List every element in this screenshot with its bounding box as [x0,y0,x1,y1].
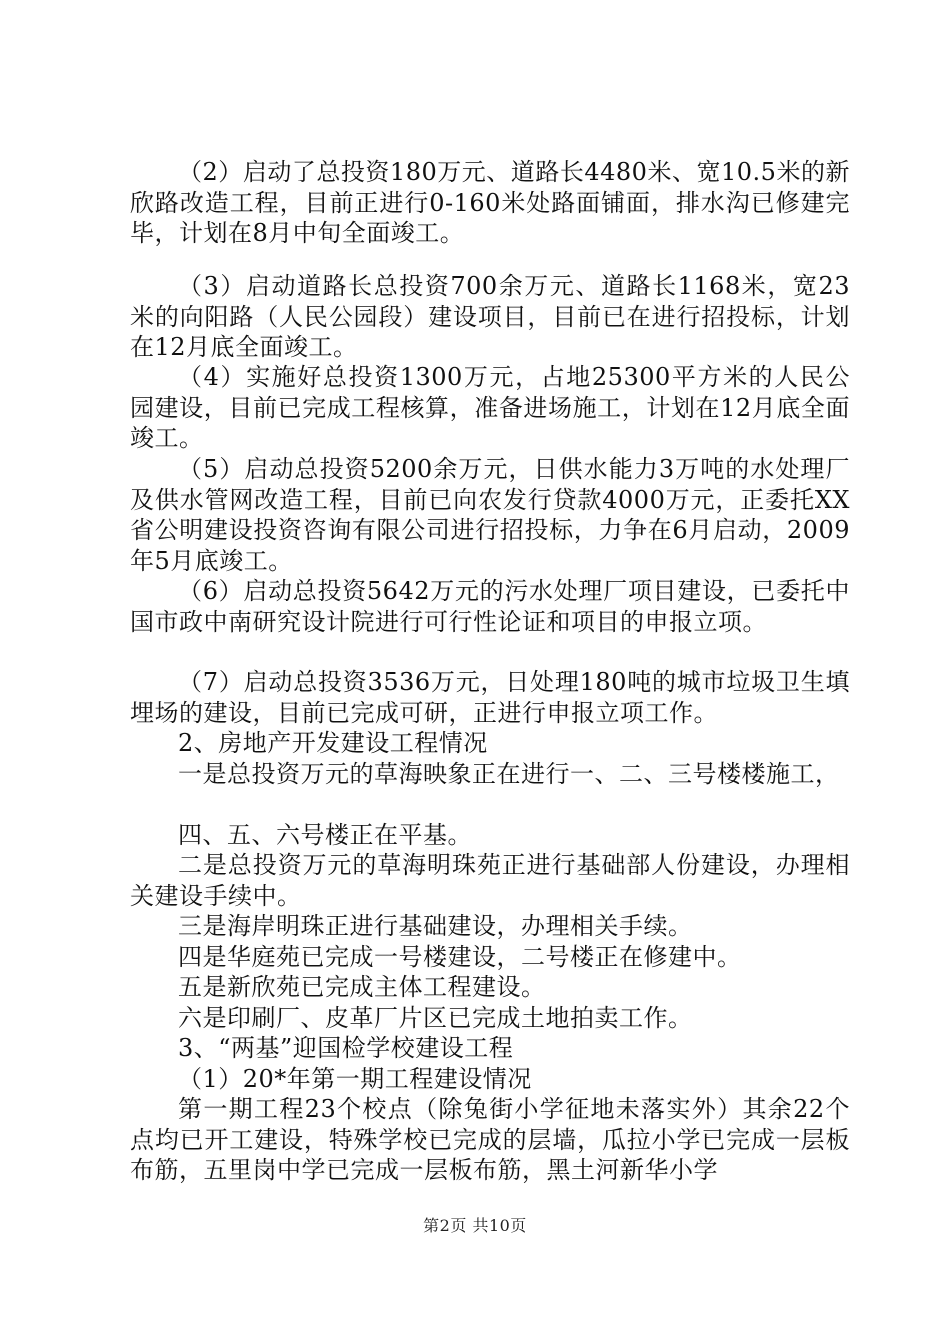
paragraph-item-6: （6）启动总投资5642万元的污水处理厂项目建设，已委托中国市政中南研究设计院进行可行性论证和项目的申报立项。 [130,577,850,636]
paragraph-item-4-6: 四、五、六号楼正在平基。 [178,821,472,849]
paragraph-item-4: （4）实施好总投资1300万元，占地25300平方米的人民公园建设，目前已完成工程核算，准备进场施工，计划在12月底全面竣工。 [130,363,850,452]
paragraph-item-6th: 六是印刷厂、皮革厂片区已完成土地拍卖工作。 [178,1004,693,1032]
page-footer: 第2页 共10页 [423,1216,527,1235]
paragraph-item-2: （2）启动了总投资180万元、道路长4480米、宽10.5米的新欣路改造工程，目前正进行0-160米处路面铺面，排水沟已修建完毕，计划在8月中旬全面竣工。 [130,158,850,247]
paragraph-item-3: （3）启动道路长总投资700余万元、道路长1168米，宽23米的向阳路（人民公园段）建设项目，目前已在进行招投标，计划在12月底全面竣工。 [130,272,850,361]
subsection-heading-phase-one: （1）20*年第一期工程建设情况 [178,1065,532,1093]
paragraph-item-1st: 一是总投资万元的草海映象正在进行一、二、三号楼楼施工， [178,760,840,788]
section-heading-real-estate: 2、房地产开发建设工程情况 [178,729,488,757]
paragraph-item-7: （7）启动总投资3536万元，日处理180吨的城市垃圾卫生填埋场的建设，目前已完成可研，正进行申报立项工作。 [130,668,850,727]
section-heading-schools: 3、“两基”迎国检学校建设工程 [178,1034,514,1062]
paragraph-item-5: （5）启动总投资5200余万元，日供水能力3万吨的水处理厂及供水管网改造工程，目前已向农发行贷款4000万元，正委托XX省公明建设投资咨询有限公司进行招投标，力争在6月启动，2009年5月底竣工。 [130,455,850,575]
paragraph-item-5th: 五是新欣苑已完成主体工程建设。 [178,973,546,1001]
paragraph-phase-one: 第一期工程23个校点（除兔街小学征地未落实外）其余22个点均已开工建设，特殊学校已完成的层墙，瓜拉小学已完成一层板布筋，五里岗中学已完成一层板布筋，黑土河新华小学 [130,1095,850,1184]
paragraph-item-4th: 四是华庭苑已完成一号楼建设，二号楼正在修建中。 [178,943,742,971]
paragraph-item-3rd: 三是海岸明珠正进行基础建设，办理相关手续。 [178,912,693,940]
paragraph-item-2nd: 二是总投资万元的草海明珠苑正进行基础部人份建设，办理相关建设手续中。 [130,851,850,910]
